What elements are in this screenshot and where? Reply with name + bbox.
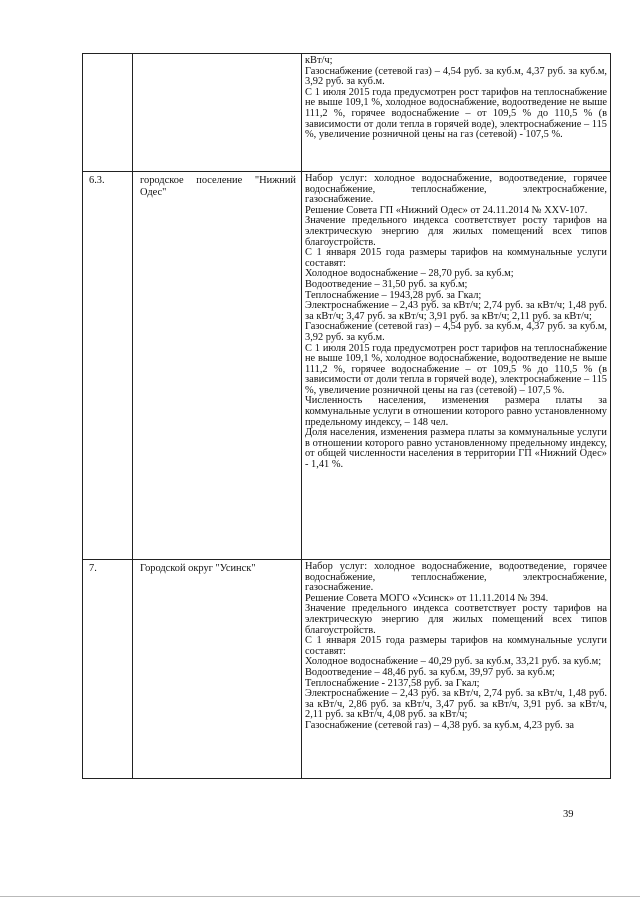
row-number	[83, 54, 133, 172]
description-paragraph: С 1 июля 2015 года предусмотрен рост тарифов на теплоснабжение не выше 109,1 %, холодное водоснабжение, водоотведение не выше 111,2 %, горячее водоснабжение – от 109,5 % до 110,5 % (в зависимости от доли тепла в горячей воде), электроснабжение – 115 %, увеличение розничной цены на газ (сетевой) – 107,5 %.	[305, 342, 607, 396]
municipality-name: городское поселение "Нижний Одес"	[133, 172, 302, 560]
description-paragraph: Холодное водоснабжение – 28,70 руб. за куб.м;	[305, 268, 514, 280]
description-paragraph: Теплоснабжение - 2137,58 руб. за Гкал;	[305, 677, 480, 689]
description-paragraph: Набор услуг: холодное водоснабжение, водоотведение, горячее водоснабжение, теплоснабжение, электроснабжение, газоснабжение.	[305, 173, 607, 206]
row-description	[302, 54, 611, 172]
table-row	[83, 54, 611, 172]
row-number: 6.3.	[83, 172, 133, 560]
description-paragraph: Водоотведение – 31,50 руб. за куб.м;	[305, 278, 468, 290]
page-number: 39	[563, 809, 574, 820]
row-description	[302, 560, 611, 779]
municipality-name	[133, 54, 302, 172]
table-row	[83, 560, 611, 779]
description-paragraph: С 1 января 2015 года размеры тарифов на коммунальные услуги составят:	[305, 247, 607, 269]
municipality-name: Городской округ "Усинск"	[133, 560, 302, 779]
description-paragraph: кВт/ч;	[305, 55, 333, 66]
description-paragraph: Значение предельного индекса соответствует росту тарифов на электрическую энергию для жилых помещений всех типов благоустройств.	[305, 603, 607, 636]
description-paragraph: Численность населения, изменения размера платы за коммунальные услуги в отношении которого равно установленному предельному индексу, – 148 чел.	[305, 395, 607, 428]
description-paragraph: Доля населения, изменения размера платы за коммунальные услуги в отношении которого равно установленному предельному индексу, от общей численности населения в территории ГП «Нижний Одес» - 1,41 %.	[305, 427, 607, 471]
tariff-table	[82, 53, 611, 779]
description-paragraph: Набор услуг: холодное водоснабжение, водоотведение, горячее водоснабжение, теплоснабжение, электроснабжение, газоснабжение.	[305, 561, 607, 594]
description-paragraph: Решение Совета МОГО «Усинск» от 11.11.2014 № 394.	[305, 592, 549, 604]
description-paragraph: Электроснабжение – 2,43 руб. за кВт/ч; 2,74 руб. за кВт/ч; 1,48 руб. за кВт/ч; 3,47 руб. за кВт/ч; 3,91 руб. за кВт/ч; 2,11 руб. за кВт/ч;	[305, 300, 607, 322]
description-paragraph: Газоснабжение (сетевой газ) – 4,54 руб. за куб.м, 4,37 руб. за куб.м, 3,92 руб. за куб.м.	[305, 321, 607, 343]
description-paragraph: Газоснабжение (сетевой газ) – 4,38 руб. за куб.м, 4,23 руб. за	[305, 719, 575, 731]
table-row	[83, 172, 611, 560]
description-paragraph: Холодное водоснабжение – 40,29 руб. за куб.м, 33,21 руб. за куб.м;	[305, 656, 602, 668]
description-paragraph: Водоотведение – 48,46 руб. за куб.м, 39,97 руб. за куб.м;	[305, 666, 555, 678]
footer-divider	[0, 896, 640, 897]
description-paragraph: С 1 июля 2015 года предусмотрен рост тарифов на теплоснабжение не выше 109,1 %, холодное водоснабжение, водоотведение не выше 111,2 %, горячее водоснабжение – от 109,5 % до 110,5 % (в зависимости от доли тепла в горячей воде), электроснабжение – 115 %, увеличение розничной цены на газ (сетевой) - 107,5 %.	[305, 86, 607, 141]
description-paragraph: Решение Совета ГП «Нижний Одес» от 24.11.2014 № XXV-107.	[305, 204, 588, 216]
description-paragraph: Теплоснабжение – 1943,28 руб. за Гкал;	[305, 289, 482, 301]
row-description	[302, 172, 611, 560]
description-paragraph: Значение предельного индекса соответствует росту тарифов на электрическую энергию для жилых помещений всех типов благоустройств.	[305, 215, 607, 248]
row-number: 7.	[83, 560, 133, 779]
description-paragraph: Электроснабжение – 2,43 руб. за кВт/ч, 2,74 руб. за кВт/ч, 1,48 руб. за кВт/ч, 2,86 руб. за кВт/ч, 3,47 руб. за кВт/ч, 3,91 руб. за кВт/ч, 2,11 руб. за кВт/ч, 4,08 руб. за кВт/ч;	[305, 688, 607, 721]
description-paragraph: Газоснабжение (сетевой газ) – 4,54 руб. за куб.м, 4,37 руб. за куб.м, 3,92 руб. за куб.м.	[305, 65, 607, 88]
description-paragraph: С 1 января 2015 года размеры тарифов на коммунальные услуги составят:	[305, 635, 607, 657]
